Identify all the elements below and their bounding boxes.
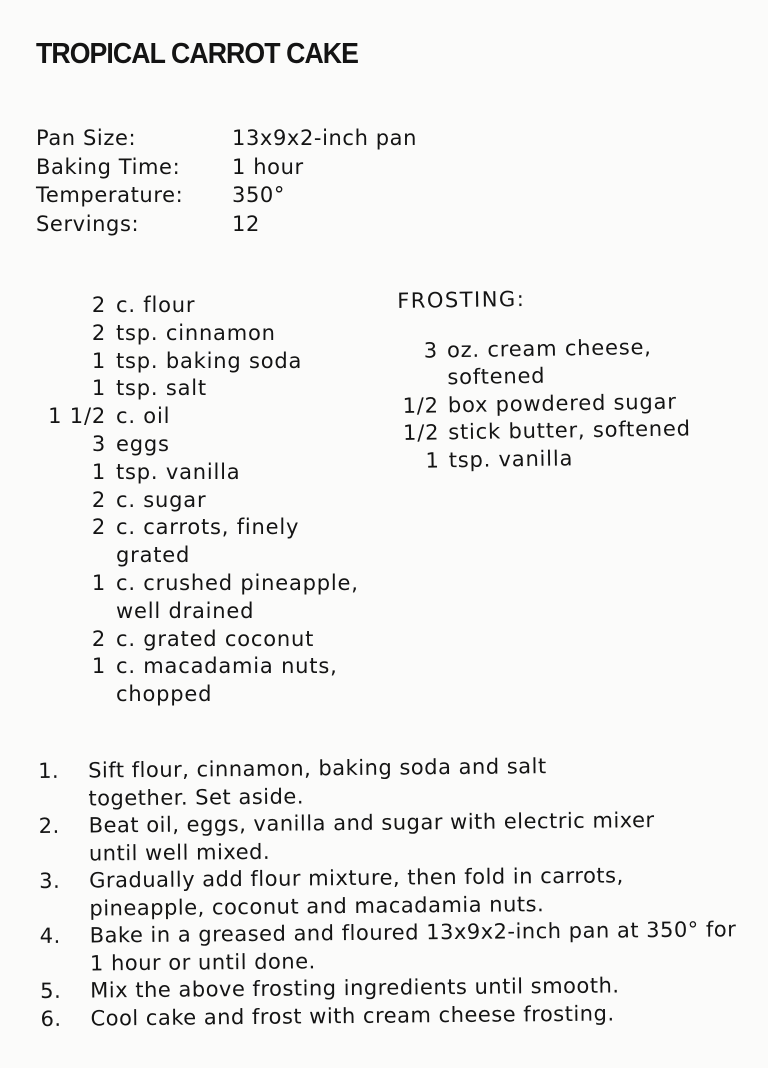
ingredient-item [36, 431, 376, 459]
ingredient-text: c. sugar [116, 487, 207, 512]
spec-label: Temperature: [36, 183, 184, 207]
step-number: 2. [38, 813, 60, 838]
ingredient-text: box powdered sugar [447, 389, 677, 417]
instruction-step [39, 861, 739, 923]
ingredient-text: tsp. cinnamon [116, 320, 276, 345]
ingredient-text: c. carrots, finely grated [116, 515, 300, 568]
ingredient-text: tsp. vanilla [448, 445, 574, 472]
ingredient-text: c. crushed pineapple, well drained [116, 570, 359, 623]
ingredient-text: tsp. vanilla [116, 459, 241, 484]
ingredient-text: c. flour [116, 293, 196, 317]
ingredient-qty: 2 [91, 320, 106, 345]
ingredient-qty: 1 [91, 459, 106, 484]
step-text: Mix the above frosting ingredients until smooth. [90, 973, 620, 1003]
step-number: 6. [40, 1006, 62, 1031]
step-text: Cool cake and frost with cream cheese frosting. [90, 1000, 615, 1031]
frosting-section [397, 283, 749, 475]
spec-label: Pan Size: [36, 126, 137, 150]
instructions-list [38, 751, 741, 1033]
ingredient-text: oz. cream cheese, softened [446, 334, 652, 390]
ingredient-item [36, 570, 376, 626]
ingredient-text: tsp. salt [116, 376, 207, 401]
step-text: Bake in a greased and floured 13x9x2-inch pan at 350° for 1 hour or until done. [89, 917, 737, 976]
ingredient-qty: 1 1/2 [48, 404, 106, 429]
ingredient-text: c. grated coconut [116, 626, 315, 651]
frosting-ingredient-item [400, 442, 749, 475]
step-text: Sift flour, cinnamon, baking soda and salt together. Set aside. [88, 754, 547, 811]
spec-pan-size [36, 124, 417, 153]
ingredient-item [36, 487, 376, 515]
spec-value: 13x9x2-inch pan [232, 126, 418, 150]
ingredient-item [36, 348, 376, 376]
step-number: 4. [39, 923, 61, 948]
recipe-title: TROPICAL CARROT CAKE [36, 38, 359, 70]
spec-temperature [36, 181, 417, 210]
spec-value: 1 hour [232, 154, 304, 179]
instruction-step [38, 751, 738, 813]
ingredient-item [36, 320, 376, 348]
ingredient-qty: 2 [91, 293, 106, 317]
frosting-ingredient-item [398, 332, 748, 392]
ingredient-item [36, 292, 376, 320]
ingredient-item [36, 459, 376, 487]
ingredient-qty: 2 [91, 487, 106, 512]
ingredient-item [36, 626, 376, 654]
instruction-step [39, 806, 739, 868]
step-number: 5. [40, 978, 62, 1003]
ingredient-item [36, 375, 376, 403]
step-text: Gradually add flour mixture, then fold in carrots, pineapple, coconut and macadamia nuts. [89, 863, 624, 921]
instruction-step [40, 999, 740, 1033]
spec-baking-time [36, 153, 417, 182]
ingredient-item [36, 653, 376, 709]
step-number: 1. [38, 758, 60, 783]
spec-servings [36, 210, 417, 239]
ingredient-qty: 2 [91, 515, 106, 540]
step-text: Beat oil, eggs, vanilla and sugar with electric mixer until well mixed. [88, 808, 655, 866]
ingredient-qty: 1/2 [402, 420, 440, 445]
ingredient-qty: 1 [91, 348, 106, 373]
cake-ingredients-list [36, 292, 376, 709]
ingredient-qty: 2 [91, 626, 106, 651]
spec-label: Servings: [36, 211, 140, 236]
ingredient-qty: 1 [91, 376, 106, 401]
ingredient-qty: 1 [91, 654, 106, 679]
frosting-heading: FROSTING: [397, 286, 526, 313]
ingredient-text: tsp. baking soda [116, 348, 303, 373]
ingredient-qty: 3 [423, 337, 439, 363]
ingredient-item [36, 403, 376, 431]
recipe-specs [36, 124, 417, 238]
ingredient-qty: 1 [425, 447, 440, 473]
ingredient-text: c. oil [116, 404, 171, 429]
ingredient-qty: 3 [91, 431, 106, 456]
spec-value: 12 [232, 211, 260, 236]
spec-label: Baking Time: [36, 154, 181, 179]
ingredient-item [36, 514, 376, 570]
ingredient-qty: 1/2 [402, 392, 440, 418]
spec-value: 350° [232, 183, 285, 207]
step-number: 3. [39, 868, 61, 893]
ingredient-text: stick butter, softened [448, 416, 691, 445]
ingredient-text: eggs [116, 431, 170, 456]
ingredient-qty: 1 [91, 570, 106, 595]
instruction-step [40, 916, 740, 978]
ingredient-text: c. macadamia nuts, chopped [116, 654, 338, 707]
